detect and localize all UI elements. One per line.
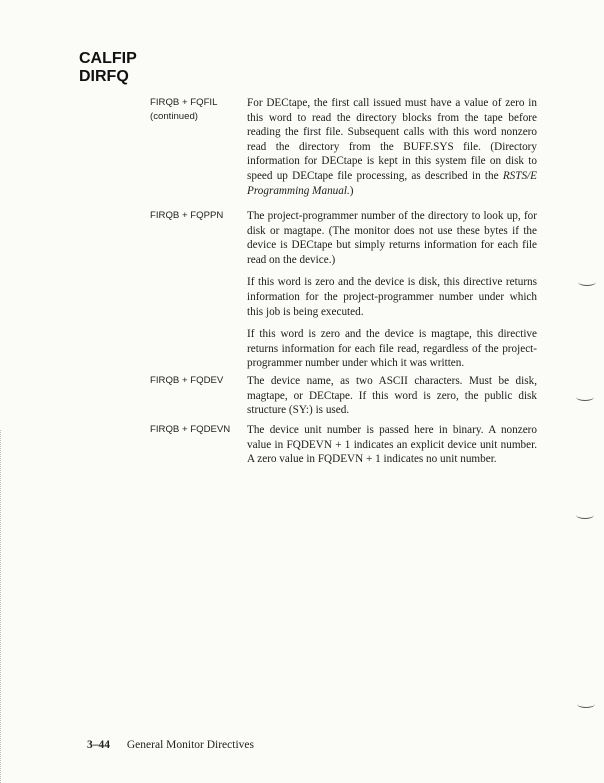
field-description bbox=[247, 374, 537, 418]
heading-dirfq: DIRFQ bbox=[79, 68, 129, 85]
field-name: FIRQB + FQDEV bbox=[150, 375, 224, 386]
page-footer bbox=[87, 739, 254, 751]
binding-edge bbox=[0, 430, 4, 783]
field-label bbox=[150, 374, 223, 388]
paragraph: For DECtape, the first call issued must have a value of zero in this word to read the directory blocks from the tape before reading the first file. Subsequent calls with this word nonzero read the directory from the BUFF.SYS file. (Directory information for DECtape is kept in this system file on disk to speed up DECtape file processing, as described in the RSTS/E Programming Manual.) bbox=[247, 97, 537, 197]
footer-title: General Monitor Directives bbox=[126, 739, 254, 751]
field-label bbox=[150, 423, 230, 437]
margin-mark bbox=[577, 700, 595, 708]
field-description bbox=[247, 209, 537, 371]
paragraph: If this word is zero and the device is disk, this directive returns information for the project-programmer number under which this job is being executed. bbox=[247, 276, 537, 318]
paragraph: The device unit number is passed here in binary. A nonzero value in FQDEVN + 1 indicates an explicit device unit number. A zero value in FQDEVN + 1 indicates no unit number. bbox=[247, 424, 537, 466]
paragraph: The project-programmer number of the directory to look up, for disk or magtape. (The monitor does not use these bytes if the device is DECtape but simply returns information for each file read on the device.) bbox=[247, 210, 537, 266]
field-description bbox=[247, 96, 537, 198]
field-name: FIRQB + FQDEVN bbox=[150, 424, 231, 435]
paragraph: If this word is zero and the device is magtape, this directive returns information for each file read, regardless of the project-programmer number under which it was written. bbox=[247, 328, 537, 370]
field-label bbox=[150, 96, 217, 124]
field-label bbox=[150, 209, 223, 223]
field-description bbox=[247, 423, 537, 467]
margin-mark bbox=[576, 393, 594, 401]
paragraph: The device name, as two ASCII characters. Must be disk, magtape, or DECtape. If this word is zero, the public disk structure (SY:) is used. bbox=[247, 375, 537, 417]
section-heading bbox=[79, 50, 137, 86]
manual-title: RSTS/E Programming Manual. bbox=[247, 169, 537, 197]
field-name: FIRQB + FQFIL bbox=[150, 97, 218, 108]
margin-mark bbox=[576, 511, 594, 519]
page-number: 3–44 bbox=[87, 739, 110, 751]
field-continued: (continued) bbox=[150, 111, 198, 122]
heading-calfip: CALFIP bbox=[79, 50, 137, 67]
margin-mark bbox=[578, 278, 596, 286]
field-name: FIRQB + FQPPN bbox=[150, 210, 224, 221]
